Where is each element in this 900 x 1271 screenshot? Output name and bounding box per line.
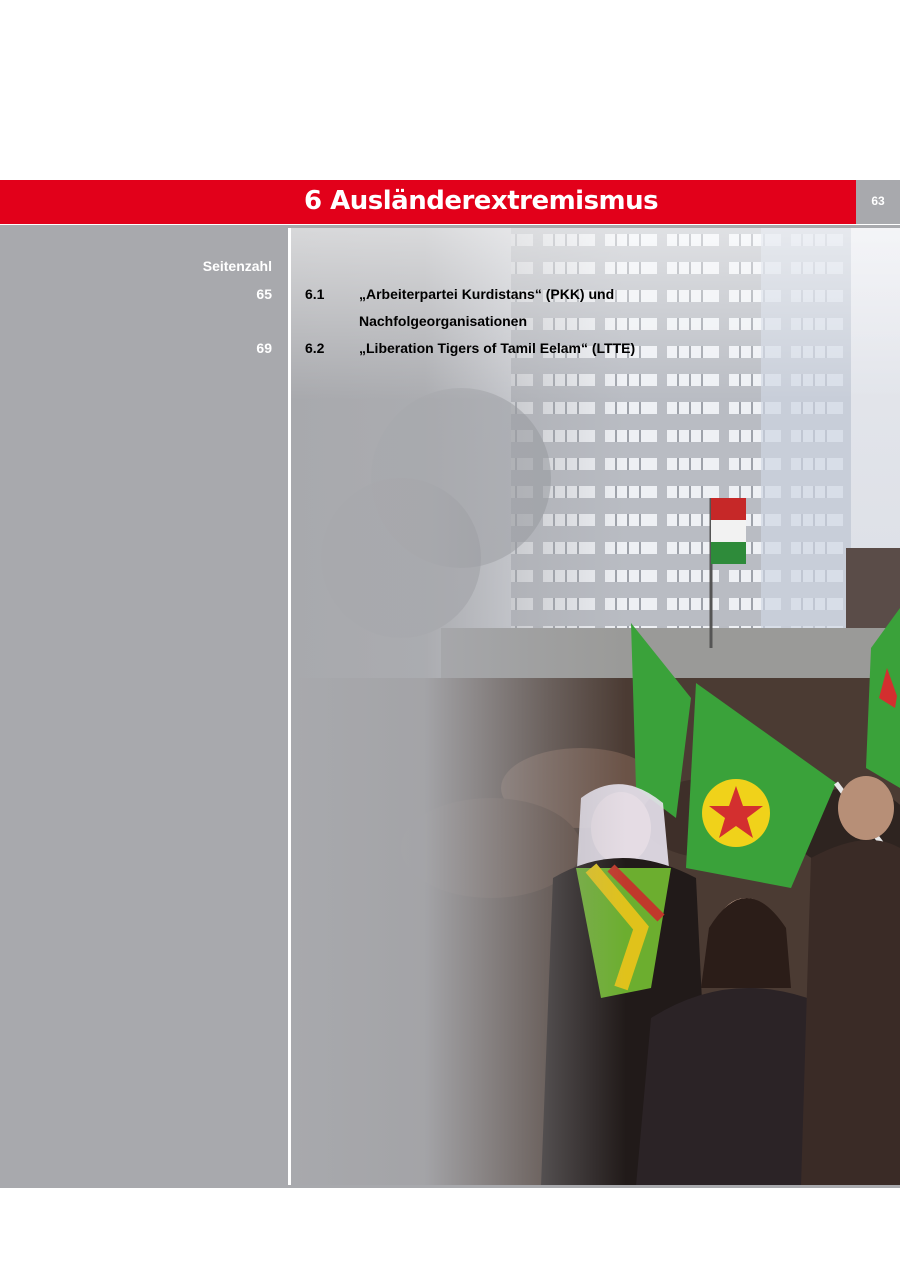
toc-section-number: 6.1	[305, 286, 325, 302]
toc-section-title[interactable]: „Arbeiterpartei Kurdistans“ (PKK) und	[359, 286, 615, 302]
chapter-header	[0, 180, 900, 224]
page-number-box	[856, 180, 900, 224]
toc-page-number: 65	[256, 286, 272, 302]
content-area	[0, 228, 900, 1186]
toc-section-title[interactable]: „Liberation Tigers of Tamil Eelam“ (LTTE)	[359, 340, 636, 356]
demonstration-crowd-with-flags-icon	[291, 228, 900, 1186]
bottom-rule	[0, 1185, 900, 1188]
toc-section-number: 6.2	[305, 340, 325, 356]
toc-column-label: Seitenzahl	[202, 258, 272, 274]
chapter-title: 6 Ausländerextremismus	[304, 186, 659, 216]
toc-page-number: 69	[256, 340, 272, 356]
chapter-title-bar	[0, 180, 856, 224]
toc-section-title-continued[interactable]: Nachfolgeorganisationen	[359, 313, 528, 329]
page-number: 63	[871, 194, 885, 208]
left-panel	[0, 228, 288, 1186]
